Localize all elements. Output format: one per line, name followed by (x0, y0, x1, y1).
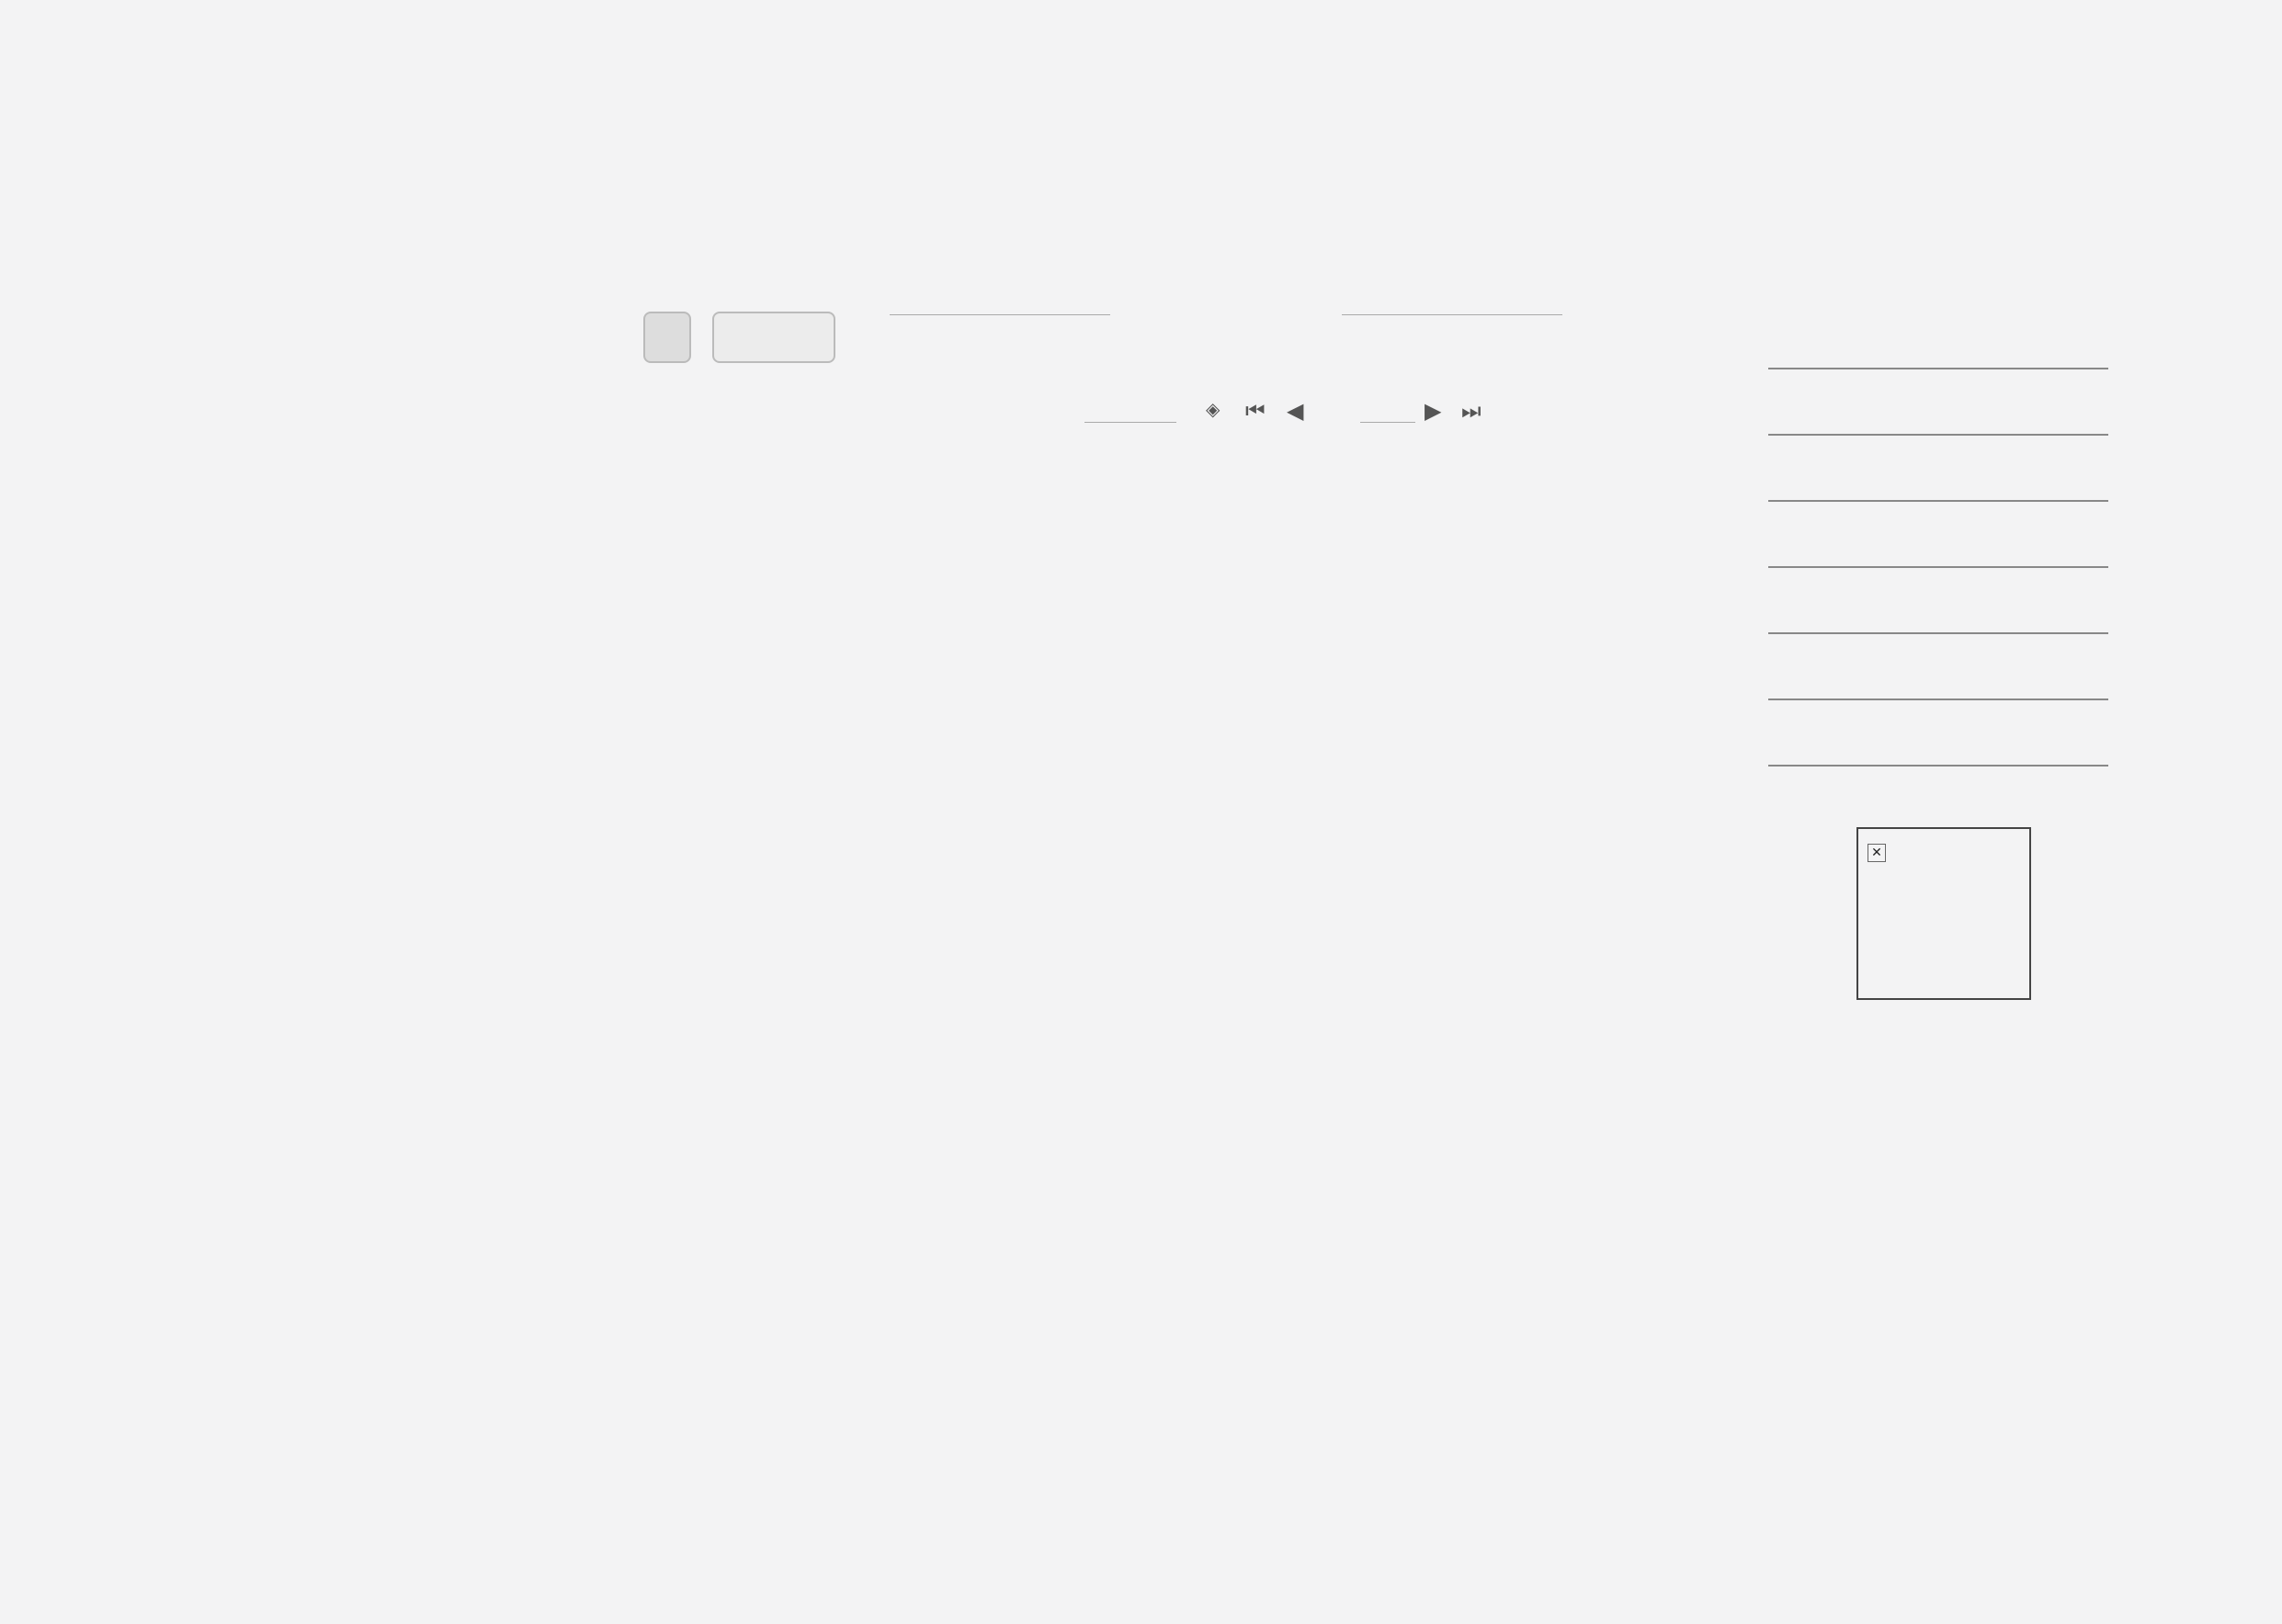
sender-mobile-input[interactable] (1342, 314, 1562, 315)
report-toolbar (864, 391, 1755, 433)
sidebar-item-hardware[interactable] (1768, 568, 2108, 634)
prev-page-icon[interactable]: ◀ (1287, 398, 1304, 424)
zoom-select[interactable] (1084, 394, 1176, 423)
next-page-icon[interactable]: ▶ (1425, 398, 1442, 424)
web-frame (1856, 827, 2031, 1000)
sender-email-input[interactable] (890, 314, 1110, 315)
sidebar-item-reports[interactable] (1768, 369, 2108, 436)
page-number-input[interactable] (1360, 394, 1415, 423)
sidebar-item-software-docs[interactable] (1768, 634, 2108, 700)
print-barcode-button[interactable] (712, 312, 835, 363)
sidebar-item-postal-ops[interactable] (1768, 303, 2108, 369)
barcode-button-edge[interactable] (643, 312, 691, 363)
last-page-icon[interactable]: ⏭ (1461, 398, 1482, 424)
sidebar-item-users[interactable] (1768, 436, 2108, 502)
sidebar (1768, 303, 2108, 767)
back-icon[interactable]: ◈ (1206, 398, 1220, 420)
broken-image-icon: ✕ (1868, 844, 1886, 862)
sidebar-item-base-info[interactable] (1768, 502, 2108, 568)
top-nav (855, 226, 2049, 263)
first-page-icon[interactable]: ⏮ (1245, 398, 1266, 424)
sidebar-item-stamp-repo[interactable] (1768, 700, 2108, 767)
